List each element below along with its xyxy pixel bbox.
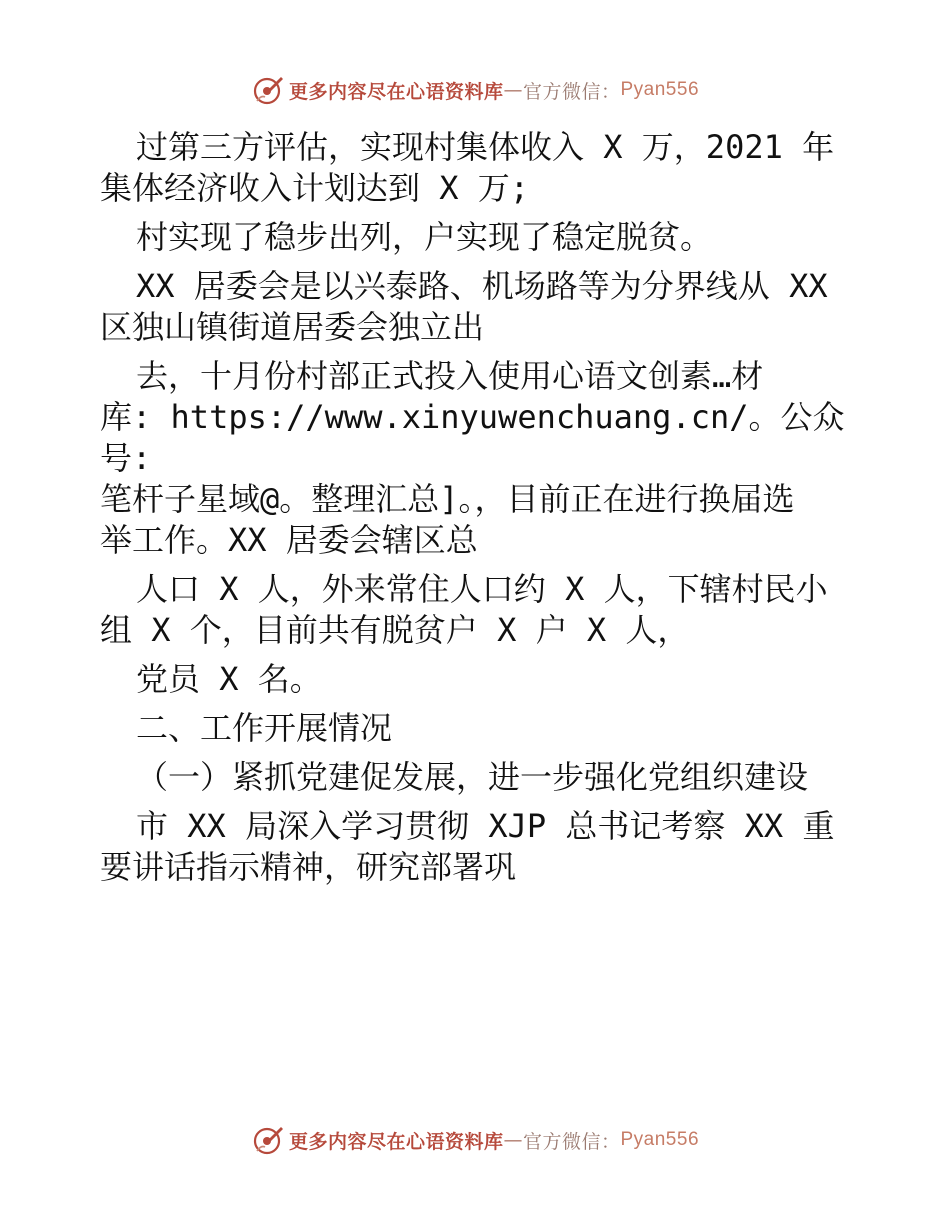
paragraph [100, 659, 870, 700]
paragraph [100, 708, 870, 749]
text-line: 笔杆子星域@。整理汇总]。，目前正在进行换届选 [100, 480, 795, 518]
footer-watermark [0, 1120, 950, 1160]
pen-logo-icon [251, 1123, 285, 1157]
text-line: 二、工作开展情况 [136, 709, 393, 747]
watermark-wechat-label: 官方微信： [522, 80, 621, 103]
paragraph [100, 569, 870, 651]
text-line: 库: https://www.xinyuwenchuang.cn/。公众号: [100, 398, 845, 477]
text-line: （一）紧抓党建促发展，进一步强化党组织建设 [136, 758, 809, 796]
text-line: 集体经济收入计划达到 X 万; [100, 169, 530, 207]
watermark-brand: 更多内容尽在心语资料库 [288, 1130, 504, 1153]
pen-logo-icon [251, 73, 285, 107]
watermark-separator: — [503, 1129, 523, 1151]
text-line: 过第三方评估，实现村集体收入 X 万，2021 年 [136, 128, 835, 166]
text-line: XX 居委会是以兴泰路、机场路等为分界线从 XX [136, 267, 828, 305]
watermark-account: Pyan556 [620, 79, 700, 100]
text-line: 组 X 个，目前共有脱贫户 X 户 X 人， [100, 611, 690, 649]
text-line: 去，十月份村部正式投入使用心语文创素…材 [136, 357, 764, 395]
paragraph [100, 266, 870, 348]
paragraph [100, 127, 870, 209]
watermark-separator: — [503, 79, 523, 101]
text-line: 举工作。XX 居委会辖区总 [100, 521, 478, 559]
watermark-wechat-label: 官方微信： [522, 1130, 621, 1153]
text-line: 市 XX 局深入学习贯彻 XJP 总书记考察 XX 重 [136, 807, 835, 845]
watermark-brand: 更多内容尽在心语资料库 [288, 80, 504, 103]
paragraph [100, 217, 870, 258]
header-watermark [0, 70, 950, 110]
text-line: 人口 X 人，外来常住人口约 X 人，下辖村民小 [136, 570, 828, 608]
watermark-account: Pyan556 [620, 1129, 700, 1150]
paragraph [100, 356, 870, 561]
paragraph [100, 757, 870, 798]
document-body [100, 127, 870, 896]
text-line: 要讲话指示精神，研究部署巩 [100, 848, 517, 886]
text-line: 村实现了稳步出列，户实现了稳定脱贫。 [136, 218, 713, 256]
text-line: 区独山镇街道居委会独立出 [100, 308, 485, 346]
text-line: 党员 X 名。 [136, 660, 322, 698]
paragraph [100, 806, 870, 888]
